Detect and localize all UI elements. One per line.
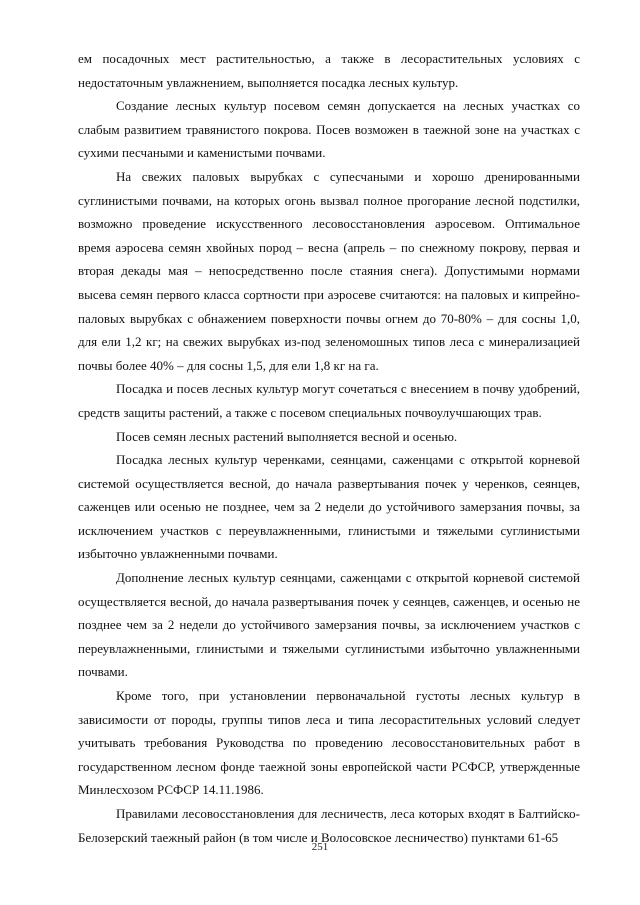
page-number: 251 [311, 841, 329, 853]
document-body [78, 47, 580, 849]
paragraph-density-guidelines: Кроме того, при установлении первоначальной густоты лесных культур в зависимости от породы, группы типов леса и типа лесорастительных условий следует учитывать требования Руководства по проведению лесовосстановительных работ в государственном лесном фонде таежной зоны европейской части РСФСР, утвержденные Минлесхозом РСФСР 14.11.1986. [78, 688, 580, 798]
paragraph-reforestation-rules: Правилами лесовосстановления для лесничеств, леса которых входят в Балтийско-Белозерский таежный район (в том числе и Волосовское лесничество) пунктами 61-65 [78, 806, 580, 845]
paragraph-continuation: ем посадочных мест растительностью, а также в лесорастительных условиях с недостаточным увлажнением, выполняется посадка лесных культур. [78, 51, 580, 90]
paragraph-fertilizers: Посадка и посев лесных культур могут сочетаться с внесением в почву удобрений, средств защиты растений, а также с посевом специальных почвоулучшающих трав. [78, 381, 580, 420]
paragraph-planting-timing: Посадка лесных культур черенками, сеянцами, саженцами с открытой корневой системой осуществляется весной, до начала развертывания почек у черенков, сеянцев, саженцев или осенью не позднее, чем за 2 недели до устойчивого замерзания почвы, за исключением участков с переувлажненными, глинистыми и тяжелыми суглинистыми избыточно увлажненными почвами. [78, 452, 580, 562]
paragraph-supplementing: Дополнение лесных культур сеянцами, саженцами с открытой корневой системой осуществляется весной, до начала развертывания почек у сеянцев, саженцев, и осенью не позднее чем за 2 недели до устойчивого замерзания почвы, за исключением участков с переувлажненными, глинистыми и тяжелыми суглинистыми избыточно увлажненными почвами. [78, 570, 580, 680]
paragraph-sowing-season: Посев семян лесных растений выполняется весной и осенью. [116, 428, 458, 444]
paragraph-aerial-seeding: На свежих паловых вырубках с супесчаными и хорошо дренированными суглинистыми почвами, на которых огонь вызвал полное прогорание лесной подстилки, возможно проведение искусственного лесовосстановления аэросевом. Оптимальное время аэросева семян хвойных пород – весна (апрель – по снежному покрову, первая и вторая декады мая – непосредственно после стаяния снега). Допустимыми нормами высева семян первого класса сортности при аэросеве считаются: на паловых и кипрейно-паловых вырубках с обнажением поверхности почвы огнем до 70-80% – для сосны 1,0, для ели 1,2 кг; на свежих вырубках из-под зеленомошных типов леса с минерализацией почвы более 40% – для сосны 1,5, для ели 1,8 кг на га. [78, 168, 580, 373]
paragraph-seed-sowing: Создание лесных культур посевом семян допускается на лесных участках со слабым развитием травянистого покрова. Посев возможен в таежной зоне на участках с сухими песчаными и каменистыми почвами. [78, 98, 580, 161]
